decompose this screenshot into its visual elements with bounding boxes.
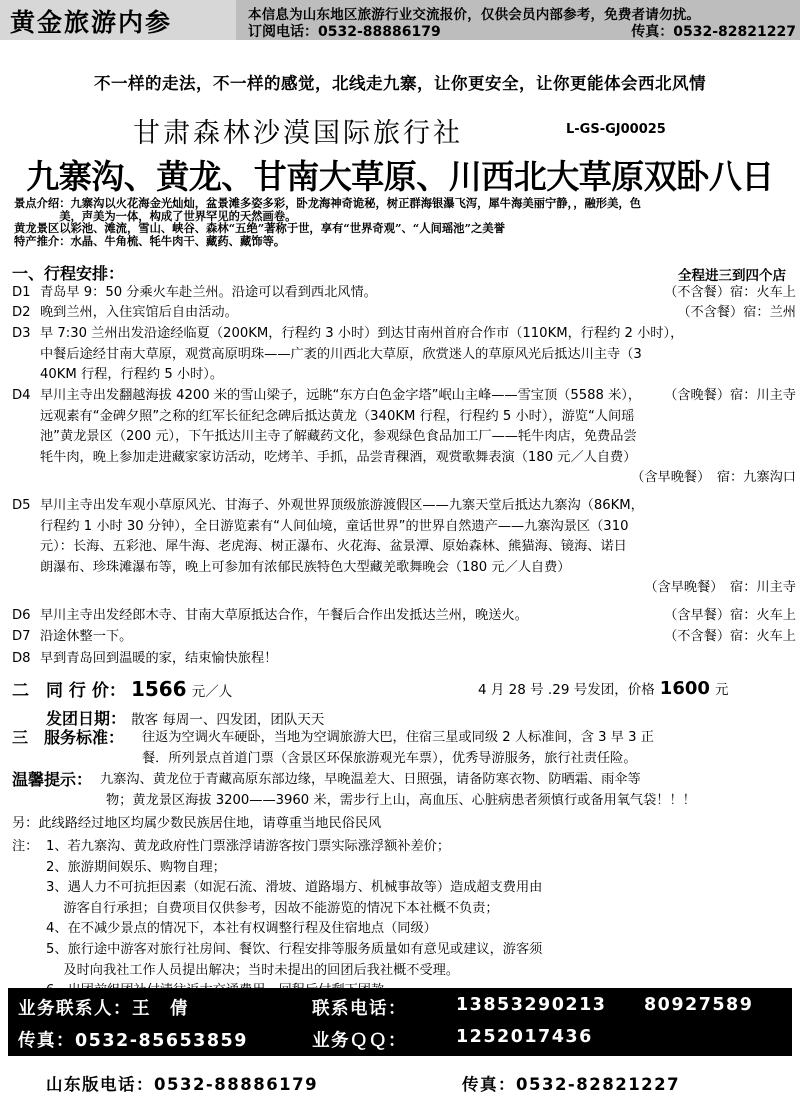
- agency-name: 甘肃森林沙漠国际旅行社: [133, 118, 463, 149]
- day-meals-stay: （不含餐）宿：火车上: [664, 285, 796, 300]
- service-block: [12, 728, 796, 769]
- day-text: 早 7:30 兰州出发沿途经临夏（200KM，行程约 3 小时）到达甘南州首府合作市（110KM，行程约 2 小时），: [40, 326, 684, 341]
- day-label: D5: [12, 498, 31, 513]
- note-item: 5、旅行途中游客对旅行社房间、餐饮、行程安排等服务质量如有意见或建议，游客须: [46, 941, 543, 957]
- day-meals-stay: （含早晚餐） 宿：九寨沟口: [631, 470, 796, 486]
- special-dates: 4 月 28 号 .29 号发团，价格: [478, 682, 655, 698]
- tips-line: 九寨沟、黄龙位于青藏高原东部边缘，早晚温差大、日照强，请备防寒衣物、防晒霜、雨伞等: [100, 772, 641, 787]
- day-text: 行程约 1 小时 30 分钟），全日游览素有“人间仙境，童话世界”的世界自然遗产——九寨沟景区（310: [40, 518, 629, 534]
- day-d8: [12, 649, 796, 670]
- special-unit: 元: [715, 682, 729, 698]
- day-text: 远观素有“金碑夕照”之称的红军长征纪念碑后抵达黄龙（340KM 行程，行程约 5 小时），游览“人间瑶: [40, 408, 635, 424]
- service-heading: 三 服务标准：: [12, 728, 125, 747]
- day-text: 池”黄龙景区（200 元），下午抵达川主寺了解藏药文化，参观绿色食品加工厂——牦牛肉店，免费品尝: [40, 429, 637, 445]
- price-heading: 二 同 行 价：: [12, 681, 126, 701]
- day-text: 早川主寺出发经郎木寺、甘南大草原抵达合作，午餐后合作出发抵达兰州，晚送火。: [40, 608, 528, 623]
- tips-line: 物；黄龙景区海拔 3200——3960 米，需步行上山，高血压、心脏病患者须慎行或备用氧气袋！！！: [106, 792, 696, 808]
- note-item: 及时向我社工作人员提出解决；当时未提出的回团后我社概不受理。: [46, 962, 460, 978]
- note-item: 2、旅游期间娱乐、购物自理；: [46, 859, 226, 875]
- note-item: 1、若九寨沟、黄龙政府性门票涨浮请游客按门票实际涨浮额补差价；: [46, 839, 451, 854]
- day-meals-stay: （含早晚餐） 宿：川主寺: [644, 580, 796, 596]
- footer: [0, 1066, 800, 1100]
- departure-text: 散客 每周一、四发团，团队天天: [131, 712, 325, 728]
- day-text: 早川主寺出发翻越海拔 4200 米的雪山梁子，远眺“东方白色金字塔”岷山主峰——雪宝顶（5588 米），: [40, 388, 642, 403]
- day-text: 早川主寺出发车观小草原风光、甘海子、外观世界顶级旅游渡假区——九寨天堂后抵达九寨沟（86KM，: [40, 498, 644, 513]
- footer-fax: 传真：0532-82821227: [462, 1075, 681, 1094]
- price-value: 1566: [130, 677, 187, 701]
- contact-phone-1: 13853290213: [456, 995, 607, 1015]
- note-item: 4、在不减少景点的情况下，本社有权调整行程及住宿地点（同级）: [46, 921, 437, 937]
- header-note: 本信息为山东地区旅游行业交流报价，仅供会员内部参考，免费者请勿扰。: [248, 7, 701, 23]
- day-text: 朗瀑布、珍珠滩瀑布等，晚上可参加有浓郁民族特色大型藏羌歌舞晚会（180 元／人自费）: [40, 559, 571, 575]
- brand-title: 黄金旅游内参: [10, 8, 173, 37]
- day-meals-stay: （含晚餐）宿：川主寺: [664, 387, 796, 403]
- departure-row: [46, 706, 800, 729]
- day-d4: [12, 386, 796, 489]
- day-d5: [12, 496, 796, 599]
- header-contact-line: [248, 21, 796, 41]
- day-label: D4: [12, 388, 31, 403]
- notes-prefix: 注：: [12, 839, 39, 854]
- intro-line: 景点介绍：九寨沟以火花海金光灿灿，盆景滩多姿多彩，卧龙海神奇诡秘，树正群海银瀑飞泻，犀牛海美丽宁静，，融形美，色: [14, 196, 641, 210]
- tips-heading: 温馨提示：: [12, 770, 93, 789]
- day-text: 沿途休整一下。: [40, 629, 133, 644]
- day-text: 早到青岛回到温暖的家，结束愉快旅程！: [40, 651, 278, 666]
- contact-person: 业务联系人：王 倩: [18, 999, 189, 1019]
- header-bar: [0, 0, 800, 40]
- intro-line: 黄龙景区以彩池、滩流，雪山、峡谷、森林“五绝”著称于世，享有“世界奇观”、“人间瑶池”之美誉: [14, 221, 505, 235]
- shop-note: 全程进三到四个店: [678, 268, 786, 284]
- notes-block: [12, 837, 796, 1002]
- special-price: 1600: [659, 678, 710, 699]
- tips-block: [12, 770, 796, 811]
- itinerary-heading: 一、行程安排：: [12, 264, 125, 283]
- intro-line: 特产推介：水晶、牛角梳、牦牛肉干、藏药、藏饰等。: [14, 233, 286, 248]
- special-price-block: [478, 678, 729, 699]
- day-text: 青岛早 9：50 分乘火车赴兰州。沿途可以看到西北风情。: [40, 285, 377, 300]
- contact-phone-2: 80927589: [644, 995, 754, 1015]
- service-line: 餐．所列景点首道门票（含景区环保旅游观光车票），优秀导游服务，旅行社责任险。: [142, 750, 637, 766]
- day-text: 牦牛肉，晚上参加走进藏家家访活动，吃烤羊、手抓，品尝青稞酒，观赏歌舞表演（180 元／人自费）: [40, 449, 637, 465]
- note-item: 游客自行承担；自费项目仅供参考，因故不能游览的情况下本社概不负责；: [46, 900, 499, 916]
- service-line: 往返为空调火车硬卧，当地为空调旅游大巴，住宿三星或同级 2 人标准间，含 3 早 3 正: [142, 730, 654, 745]
- day-text: 元）：长海、五彩池、犀牛海、老虎海、树正瀑布、火花海、盆景潭、原始森林、熊猫海、镜海、诺日: [40, 539, 627, 555]
- day-text: 中餐后途经甘南大草原，观赏高原明珠——广袤的川西北大草原，欣赏迷人的草原风光后抵达川主寺（3: [40, 346, 642, 362]
- day-meals-stay: （不含餐）宿：兰州: [677, 305, 796, 320]
- subscribe-phone: 订阅电话：0532-88886179: [248, 24, 441, 40]
- route-title: 九寨沟、黄龙、甘南大草原、川西北大草原双卧八日: [26, 157, 774, 196]
- day-d6: [12, 606, 796, 627]
- day-meals-stay: （不含餐）宿：火车上: [664, 629, 796, 644]
- price-unit: 元／人: [191, 684, 233, 700]
- contact-qq-label: 业务ＱＱ：: [312, 1031, 407, 1051]
- contact-box: [8, 988, 792, 1056]
- day-d2: [12, 303, 796, 324]
- day-label: D7: [12, 629, 31, 644]
- agency-license: L-GS-GJ00025: [566, 122, 666, 137]
- day-d7: [12, 627, 796, 648]
- day-label: D1: [12, 285, 31, 300]
- tips-note: 另：此线路经过地区均属少数民族居住地，请尊重当地民俗民风: [12, 816, 382, 831]
- contact-fax: 传真：0532-85653859: [18, 1031, 248, 1051]
- header-fax: 传真：0532-82821227: [631, 24, 796, 40]
- slogan: 不一样的走法，不一样的感觉，北线走九寨，让你更安全，让你更能体会西北风情: [94, 74, 706, 93]
- footer-phone: 山东版电话：0532-88886179: [46, 1075, 319, 1094]
- brand-box: [0, 0, 236, 40]
- day-text: 40KM 行程，行程约 5 小时）。: [40, 367, 224, 383]
- intro-block: [14, 197, 792, 247]
- contact-qq: 1252017436: [456, 1027, 593, 1047]
- day-d1: [12, 283, 796, 304]
- day-meals-stay: （含早餐）宿：火车上: [664, 608, 796, 623]
- intro-line: 美，声美为一体，构成了世界罕见的天然画卷。: [14, 208, 297, 223]
- note-item: 3、遇人力不可抗拒因素（如泥石流、滑坡、道路塌方、机械事故等）造成超支费用由: [46, 880, 543, 896]
- day-label: D3: [12, 326, 31, 341]
- contact-phone-label: 联系电话：: [312, 999, 407, 1019]
- day-label: D6: [12, 608, 31, 623]
- day-text: 晚到兰州，入住宾馆后自由活动。: [40, 305, 238, 320]
- day-label: D8: [12, 651, 31, 666]
- price-row: [12, 676, 796, 701]
- day-label: D2: [12, 305, 31, 320]
- departure-heading: 发团日期：: [46, 709, 127, 728]
